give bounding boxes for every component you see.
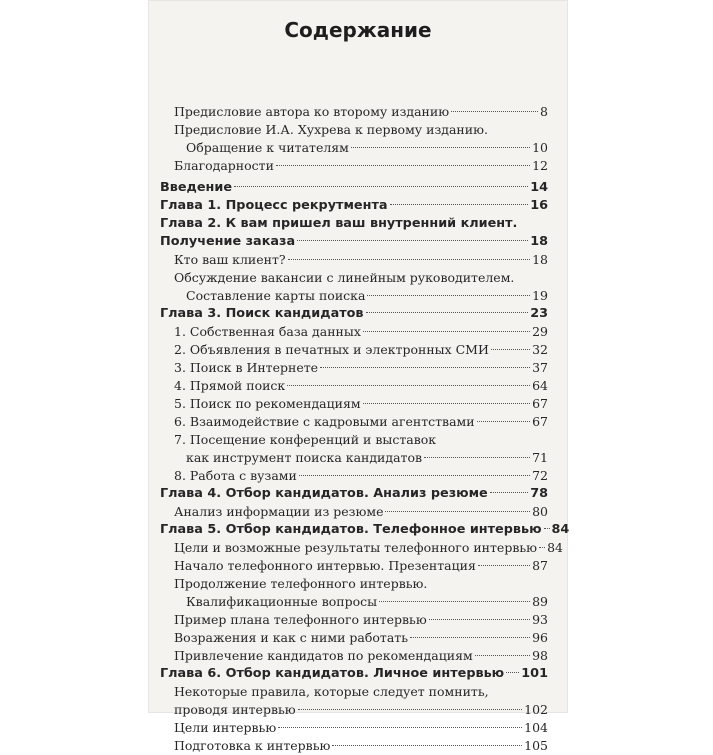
toc-page-number: 8 <box>540 104 548 119</box>
dot-leader <box>351 147 530 148</box>
toc-page-number: 67 <box>532 396 548 411</box>
toc-entry-title: 4. Прямой поиск <box>174 378 286 393</box>
toc-entry <box>160 323 548 341</box>
dot-leader <box>276 165 530 166</box>
toc-entry <box>160 395 548 413</box>
toc-entry-title: проводя интервью <box>174 702 296 717</box>
toc-page-number: 37 <box>532 360 548 375</box>
toc-entry-title: 3. Поиск в Интернете <box>174 360 319 375</box>
dot-leader <box>491 349 530 350</box>
toc-page-number: 101 <box>521 666 548 681</box>
toc-page-number: 102 <box>524 702 548 717</box>
toc-entry <box>160 341 548 359</box>
toc-entry-title: Некоторые правила, которые следует помнить, <box>174 684 489 699</box>
toc-page-number: 72 <box>532 468 548 483</box>
dot-leader <box>410 637 530 638</box>
dot-leader <box>385 511 530 512</box>
toc-entry-title: Глава 6. Отбор кандидатов. Личное интервью <box>160 666 505 681</box>
toc-entry-title: Составление карты поиска <box>186 288 366 303</box>
toc-entry <box>160 683 548 701</box>
toc-entry-title: Введение <box>160 180 233 195</box>
toc-chapter-entry <box>160 305 548 323</box>
toc-page-number: 71 <box>532 450 548 465</box>
toc-entry <box>160 157 548 175</box>
dot-leader <box>288 259 530 260</box>
toc-entry-title: Глава 1. Процесс рекрутмента <box>160 198 388 213</box>
toc-entry-title: Пример плана телефонного интервью <box>174 612 427 627</box>
toc-chapter-entry <box>160 215 548 233</box>
toc-entry-title: как инструмент поиска кандидатов <box>186 450 423 465</box>
toc-entry <box>160 557 548 575</box>
toc-entry-title: Начало телефонного интервью. Презентация <box>174 558 476 573</box>
toc-page-number: 89 <box>532 594 548 609</box>
dot-leader <box>506 672 519 673</box>
toc-entry <box>160 413 548 431</box>
toc-page-number: 18 <box>530 234 548 249</box>
toc-chapter-entry <box>160 665 548 683</box>
toc-page-number: 93 <box>532 612 548 627</box>
toc-page-number: 23 <box>530 306 548 321</box>
toc-entry-title: Квалификационные вопросы <box>186 594 378 609</box>
toc-entry <box>160 701 548 719</box>
toc-page-number: 16 <box>530 198 548 213</box>
toc-entry-title: Глава 4. Отбор кандидатов. Анализ резюме <box>160 486 488 501</box>
dot-leader <box>363 331 530 332</box>
dot-leader <box>363 403 531 404</box>
toc-page-number: 84 <box>551 522 570 537</box>
toc-chapter-entry <box>160 197 548 215</box>
dot-leader <box>475 655 530 656</box>
toc-page-number: 19 <box>532 288 548 303</box>
dot-leader <box>451 111 538 112</box>
toc-page-number: 78 <box>530 486 548 501</box>
toc-entry <box>160 287 548 305</box>
toc-entry-title: Цели интервью <box>174 720 277 735</box>
toc-entry <box>160 431 548 449</box>
toc-page-number: 98 <box>532 648 548 663</box>
dot-leader <box>298 709 522 710</box>
book-page <box>148 0 570 753</box>
toc-entry <box>160 593 548 611</box>
toc-page-number: 18 <box>532 252 548 267</box>
toc-entry-title: Анализ информации из резюме <box>174 504 384 519</box>
toc-entry-title: Получение заказа <box>160 234 296 249</box>
dot-leader <box>429 619 530 620</box>
toc-entry <box>160 467 548 485</box>
dot-leader <box>424 457 530 458</box>
dot-leader <box>539 547 545 548</box>
toc-page-number: 96 <box>532 630 548 645</box>
dot-leader <box>367 295 530 296</box>
toc-entry <box>160 719 548 737</box>
toc-entry <box>160 647 548 665</box>
dot-leader <box>320 367 530 368</box>
toc-entry <box>160 103 548 121</box>
toc-entry-title: 5. Поиск по рекомендациям <box>174 396 361 411</box>
toc-entry <box>160 449 548 467</box>
dot-leader <box>332 745 522 746</box>
toc-entry <box>160 539 563 557</box>
toc-entry <box>160 377 548 395</box>
dot-leader <box>544 528 550 529</box>
toc-entry-title: Предисловие И.А. Хухрева к первому изданию. <box>174 122 488 137</box>
toc-page-number: 64 <box>532 378 548 393</box>
toc-entry <box>160 121 548 139</box>
toc-entry-title: 2. Объявления в печатных и электронных СМИ <box>174 342 489 357</box>
dot-leader <box>287 385 530 386</box>
dot-leader <box>478 565 530 566</box>
toc-page-number: 84 <box>547 540 563 555</box>
dot-leader <box>390 204 529 205</box>
toc-page-number: 14 <box>530 180 548 195</box>
dot-leader <box>379 601 530 602</box>
toc-page-number: 105 <box>524 738 548 753</box>
dot-leader <box>477 421 530 422</box>
toc-chapter-entry <box>160 179 548 197</box>
toc-page-number: 104 <box>524 720 548 735</box>
toc-entry <box>160 251 548 269</box>
toc-chapter-entry <box>160 485 548 503</box>
toc-entry <box>160 575 548 593</box>
toc-entry-title: 6. Взаимодействие с кадровыми агентствами <box>174 414 475 429</box>
toc-entry <box>160 629 548 647</box>
toc-entry-title: Подготовка к интервью <box>174 738 331 753</box>
toc-entry-title: Благодарности <box>174 158 274 173</box>
dot-leader <box>490 492 528 493</box>
dot-leader <box>278 727 522 728</box>
toc-entry <box>160 737 548 755</box>
toc-entry-title: 8. Работа с вузами <box>174 468 297 483</box>
toc-chapter-entry <box>160 233 548 251</box>
toc-entry-title: Обращение к читателям <box>186 140 349 155</box>
toc-page-number: 10 <box>532 140 548 155</box>
toc-entry-title: Глава 2. К вам пришел ваш внутренний клиент. <box>160 216 518 231</box>
table-of-contents <box>160 103 570 755</box>
toc-entry-title: Возражения и как с ними работать <box>174 630 409 645</box>
toc-entry-title: Обсуждение вакансии с линейным руководителем. <box>174 270 515 285</box>
toc-page-number: 87 <box>532 558 548 573</box>
toc-chapter-entry <box>160 521 570 539</box>
toc-page-number: 12 <box>532 158 548 173</box>
toc-entry-title: Глава 3. Поиск кандидатов <box>160 306 364 321</box>
toc-entry-title: Продолжение телефонного интервью. <box>174 576 428 591</box>
toc-page-number: 29 <box>532 324 548 339</box>
toc-page-number: 32 <box>532 342 548 357</box>
toc-entry-title: 7. Посещение конференций и выставок <box>174 432 437 447</box>
toc-page-number: 67 <box>532 414 548 429</box>
toc-entry-title: Кто ваш клиент? <box>174 252 286 267</box>
page-title: Содержание <box>284 18 432 42</box>
dot-leader <box>366 312 529 313</box>
toc-entry <box>160 503 548 521</box>
toc-entry-title: Привлечение кандидатов по рекомендациям <box>174 648 473 663</box>
toc-entry-title: Глава 5. Отбор кандидатов. Телефонное интервью <box>160 522 542 537</box>
toc-page-number: 80 <box>532 504 548 519</box>
dot-leader <box>234 186 528 187</box>
toc-entry <box>160 269 548 287</box>
toc-entry <box>160 611 548 629</box>
dot-leader <box>297 240 528 241</box>
toc-entry-title: Цели и возможные результаты телефонного интервью <box>174 540 538 555</box>
toc-entry-title: 1. Собственная база данных <box>174 324 361 339</box>
toc-entry <box>160 359 548 377</box>
dot-leader <box>299 475 530 476</box>
toc-entry <box>160 139 548 157</box>
toc-entry-title: Предисловие автора ко второму изданию <box>174 104 450 119</box>
